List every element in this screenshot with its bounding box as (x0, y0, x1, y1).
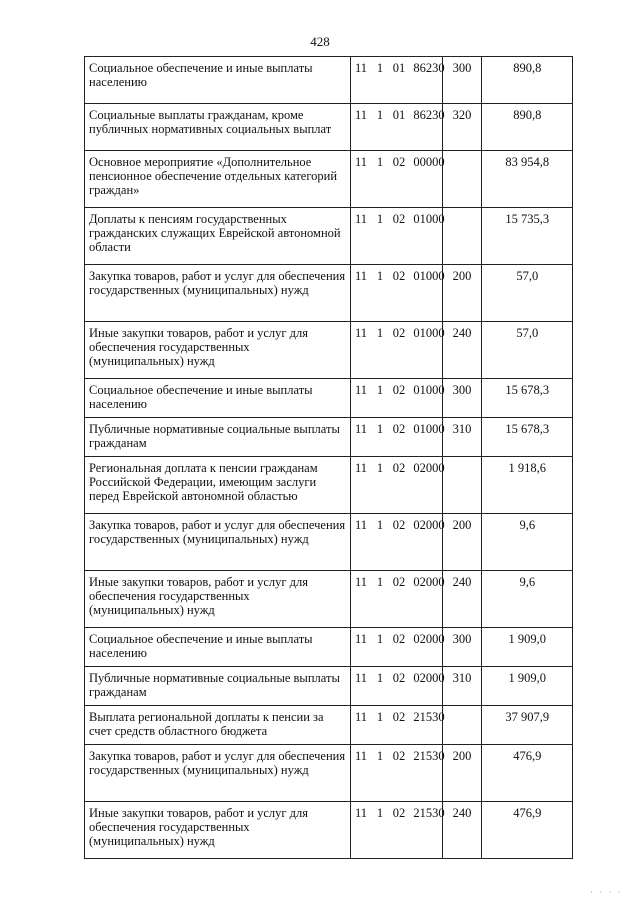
code-direction: 02000 (413, 518, 445, 532)
row-name: Иные закупки товаров, работ и услуг для обеспечения государственных (муниципальных) нужд (85, 322, 351, 379)
row-expense-type: 300 (442, 379, 481, 418)
row-name: Выплата региональной доплаты к пенсии за счет средств областного бюджета (85, 706, 351, 745)
code-direction: 01000 (413, 383, 445, 397)
row-name: Социальное обеспечение и иные выплаты населению (85, 628, 351, 667)
code-subprogram: 1 (376, 383, 384, 397)
row-expense-type: 200 (442, 745, 481, 802)
code-subprogram: 1 (376, 422, 384, 436)
code-event: 02 (392, 383, 406, 397)
code-direction: 02000 (413, 671, 445, 685)
code-program: 11 (355, 749, 368, 763)
code-direction: 01000 (413, 326, 445, 340)
row-amount: 1 909,0 (481, 667, 573, 706)
row-amount: 476,9 (481, 802, 573, 859)
row-amount: 9,6 (481, 514, 573, 571)
row-name: Закупка товаров, работ и услуг для обеспечения государственных (муниципальных) нужд (85, 265, 351, 322)
row-expense-type: 240 (442, 571, 481, 628)
table-row (85, 57, 573, 104)
code-program: 11 (355, 710, 368, 724)
code-direction: 21530 (413, 710, 445, 724)
table-row (85, 802, 573, 859)
code-direction: 02000 (413, 632, 445, 646)
code-subprogram: 1 (376, 575, 384, 589)
row-codes (351, 745, 443, 802)
row-name: Закупка товаров, работ и услуг для обеспечения государственных (муниципальных) нужд (85, 514, 351, 571)
row-amount: 37 907,9 (481, 706, 573, 745)
code-program: 11 (355, 212, 368, 226)
row-codes (351, 57, 443, 104)
table-row (85, 418, 573, 457)
row-amount: 890,8 (481, 57, 573, 104)
code-event: 02 (392, 212, 406, 226)
table-row (85, 104, 573, 151)
table-row (85, 706, 573, 745)
code-program: 11 (355, 108, 368, 122)
row-codes (351, 104, 443, 151)
row-amount: 57,0 (481, 322, 573, 379)
code-event: 01 (392, 61, 406, 75)
row-expense-type: 240 (442, 802, 481, 859)
table-row (85, 322, 573, 379)
code-direction: 01000 (413, 269, 445, 283)
code-subprogram: 1 (376, 61, 384, 75)
row-codes (351, 457, 443, 514)
code-direction: 02000 (413, 461, 445, 475)
row-amount: 9,6 (481, 571, 573, 628)
table-row (85, 379, 573, 418)
code-program: 11 (355, 671, 368, 685)
code-subprogram: 1 (376, 108, 384, 122)
row-codes (351, 802, 443, 859)
code-subprogram: 1 (376, 269, 384, 283)
code-subprogram: 1 (376, 749, 384, 763)
code-event: 01 (392, 108, 406, 122)
code-event: 02 (392, 806, 406, 820)
code-event: 02 (392, 422, 406, 436)
table-row (85, 208, 573, 265)
row-codes (351, 379, 443, 418)
code-event: 02 (392, 749, 406, 763)
table-row (85, 628, 573, 667)
row-expense-type: 300 (442, 57, 481, 104)
code-event: 02 (392, 518, 406, 532)
row-expense-type: 320 (442, 104, 481, 151)
row-codes (351, 418, 443, 457)
row-amount: 83 954,8 (481, 151, 573, 208)
code-program: 11 (355, 155, 368, 169)
code-event: 02 (392, 671, 406, 685)
code-direction: 86230 (413, 61, 445, 75)
row-amount: 890,8 (481, 104, 573, 151)
row-name: Закупка товаров, работ и услуг для обеспечения государственных (муниципальных) нужд (85, 745, 351, 802)
row-codes (351, 706, 443, 745)
code-subprogram: 1 (376, 518, 384, 532)
code-program: 11 (355, 461, 368, 475)
row-expense-type: 310 (442, 667, 481, 706)
code-event: 02 (392, 269, 406, 283)
row-codes (351, 571, 443, 628)
row-name: Иные закупки товаров, работ и услуг для обеспечения государственных (муниципальных) нужд (85, 571, 351, 628)
row-codes (351, 208, 443, 265)
row-expense-type: 240 (442, 322, 481, 379)
code-subprogram: 1 (376, 632, 384, 646)
code-subprogram: 1 (376, 212, 384, 226)
code-event: 02 (392, 710, 406, 724)
row-name: Социальное обеспечение и иные выплаты населению (85, 57, 351, 104)
code-program: 11 (355, 326, 368, 340)
code-subprogram: 1 (376, 326, 384, 340)
row-amount: 15 678,3 (481, 418, 573, 457)
code-direction: 02000 (413, 575, 445, 589)
code-program: 11 (355, 269, 368, 283)
code-program: 11 (355, 632, 368, 646)
table-row (85, 151, 573, 208)
row-amount: 15 735,3 (481, 208, 573, 265)
scan-artifact: · · · · (590, 887, 623, 897)
row-expense-type: 310 (442, 418, 481, 457)
code-direction: 01000 (413, 422, 445, 436)
code-event: 02 (392, 155, 406, 169)
code-program: 11 (355, 61, 368, 75)
code-direction: 21530 (413, 749, 445, 763)
row-name: Публичные нормативные социальные выплаты гражданам (85, 418, 351, 457)
code-event: 02 (392, 632, 406, 646)
row-name: Социальное обеспечение и иные выплаты населению (85, 379, 351, 418)
table-row (85, 514, 573, 571)
row-name: Доплаты к пенсиям государственных гражданских служащих Еврейской автономной области (85, 208, 351, 265)
code-subprogram: 1 (376, 671, 384, 685)
row-codes (351, 514, 443, 571)
code-program: 11 (355, 806, 368, 820)
row-amount: 476,9 (481, 745, 573, 802)
code-subprogram: 1 (376, 155, 384, 169)
row-codes (351, 322, 443, 379)
code-subprogram: 1 (376, 806, 384, 820)
code-direction: 00000 (413, 155, 445, 169)
table-row (85, 667, 573, 706)
code-direction: 21530 (413, 806, 445, 820)
code-event: 02 (392, 461, 406, 475)
page-number: 428 (310, 34, 330, 49)
code-direction: 01000 (413, 212, 445, 226)
table-row (85, 457, 573, 514)
table-row (85, 265, 573, 322)
table-row (85, 571, 573, 628)
code-program: 11 (355, 383, 368, 397)
row-expense-type: 200 (442, 514, 481, 571)
code-subprogram: 1 (376, 461, 384, 475)
row-codes (351, 628, 443, 667)
row-name: Социальные выплаты гражданам, кроме публичных нормативных социальных выплат (85, 104, 351, 151)
row-amount: 1 918,6 (481, 457, 573, 514)
row-expense-type: 300 (442, 628, 481, 667)
code-program: 11 (355, 422, 368, 436)
row-codes (351, 151, 443, 208)
code-subprogram: 1 (376, 710, 384, 724)
row-codes (351, 265, 443, 322)
code-event: 02 (392, 326, 406, 340)
row-name: Основное мероприятие «Дополнительное пенсионное обеспечение отдельных категорий граждан» (85, 151, 351, 208)
row-name: Иные закупки товаров, работ и услуг для обеспечения государственных (муниципальных) нужд (85, 802, 351, 859)
row-amount: 57,0 (481, 265, 573, 322)
table-row (85, 745, 573, 802)
row-name: Публичные нормативные социальные выплаты гражданам (85, 667, 351, 706)
row-amount: 1 909,0 (481, 628, 573, 667)
budget-table (84, 56, 573, 859)
code-program: 11 (355, 575, 368, 589)
row-codes (351, 667, 443, 706)
row-expense-type: 200 (442, 265, 481, 322)
code-direction: 86230 (413, 108, 445, 122)
row-amount: 15 678,3 (481, 379, 573, 418)
code-event: 02 (392, 575, 406, 589)
code-program: 11 (355, 518, 368, 532)
row-name: Региональная доплата к пенсии гражданам Российской Федерации, имеющим заслуги перед Еврейской автономной областью (85, 457, 351, 514)
